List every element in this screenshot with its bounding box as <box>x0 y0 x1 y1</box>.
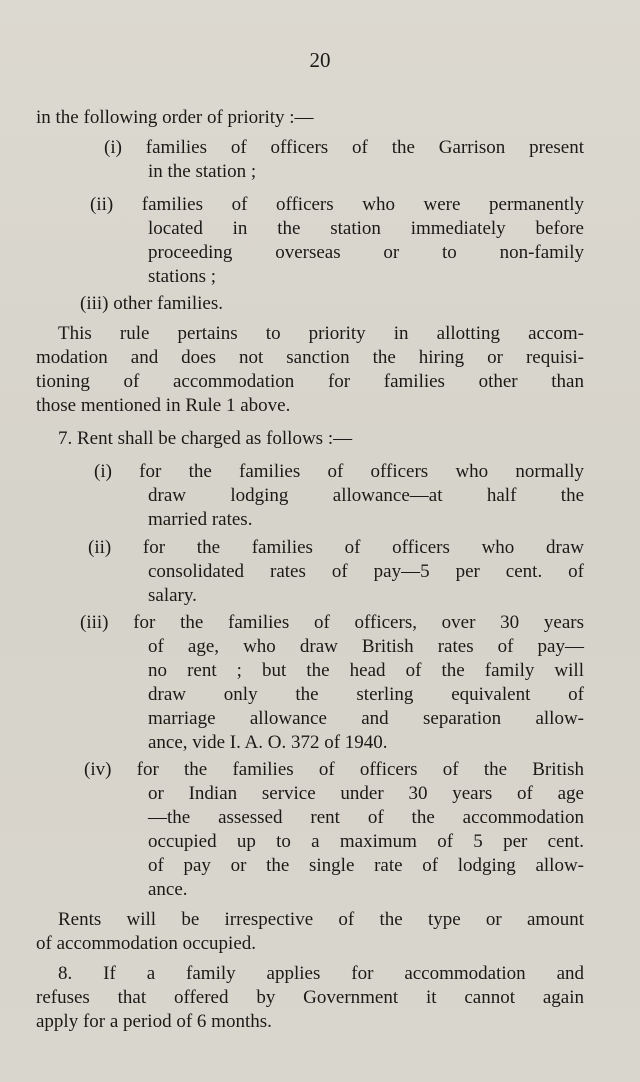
text-line: married rates. <box>148 509 253 530</box>
text-line: (iii) other families. <box>80 293 223 314</box>
text-line: salary. <box>148 585 197 606</box>
text-line: or Indian service under 30 years of age <box>148 783 584 804</box>
text-line: (iv) for the families of officers of the British <box>84 759 584 780</box>
text-line: occupied up to a maximum of 5 per cent. <box>148 831 584 852</box>
text-line: 7. Rent shall be charged as follows :— <box>58 428 353 449</box>
text-line: marriage allowance and separation allow- <box>148 708 584 729</box>
page-number: 20 <box>309 48 331 72</box>
text-line: of accommodation occupied. <box>36 933 257 954</box>
text-line: ance. <box>148 879 188 900</box>
text-line: proceeding overseas or to non-family <box>148 242 584 263</box>
text-line: located in the station immediately before <box>148 218 584 239</box>
text-line: 8. If a family applies for accommodation and <box>58 963 584 984</box>
text-line: (i) for the families of officers who normally <box>94 461 584 482</box>
text-line: —the assessed rent of the accommodation <box>148 807 584 828</box>
text-line: Rents will be irrespective of the type or amount <box>58 909 584 930</box>
text-line: in the station ; <box>148 161 257 182</box>
text-line: (ii) for the families of officers who draw <box>88 537 584 558</box>
text-line: of pay or the single rate of lodging allow- <box>148 855 584 876</box>
text-line: no rent ; but the head of the family will <box>148 660 584 681</box>
text-line: (iii) for the families of officers, over 30 years <box>80 612 584 633</box>
text-line: modation and does not sanction the hiring or requisi- <box>36 347 584 368</box>
text-line: apply for a period of 6 months. <box>36 1011 272 1032</box>
text-line: tioning of accommodation for families other than <box>36 371 584 392</box>
text-line: This rule pertains to priority in allotting accom- <box>58 323 584 344</box>
text-line: consolidated rates of pay—5 per cent. of <box>148 561 584 582</box>
text-line: those mentioned in Rule 1 above. <box>36 395 291 416</box>
text-line: stations ; <box>148 266 217 287</box>
text-line: in the following order of priority :— <box>36 107 314 128</box>
text-line: refuses that offered by Government it cannot again <box>36 987 584 1008</box>
text-line: (ii) families of officers who were permanently <box>90 194 584 215</box>
text-line: ance, vide I. A. O. 372 of 1940. <box>148 732 388 753</box>
text-line: (i) families of officers of the Garrison present <box>104 137 584 158</box>
text-line: draw lodging allowance—at half the <box>148 485 584 506</box>
text-line: draw only the sterling equivalent of <box>148 684 584 705</box>
text-line: of age, who draw British rates of pay— <box>148 636 584 657</box>
